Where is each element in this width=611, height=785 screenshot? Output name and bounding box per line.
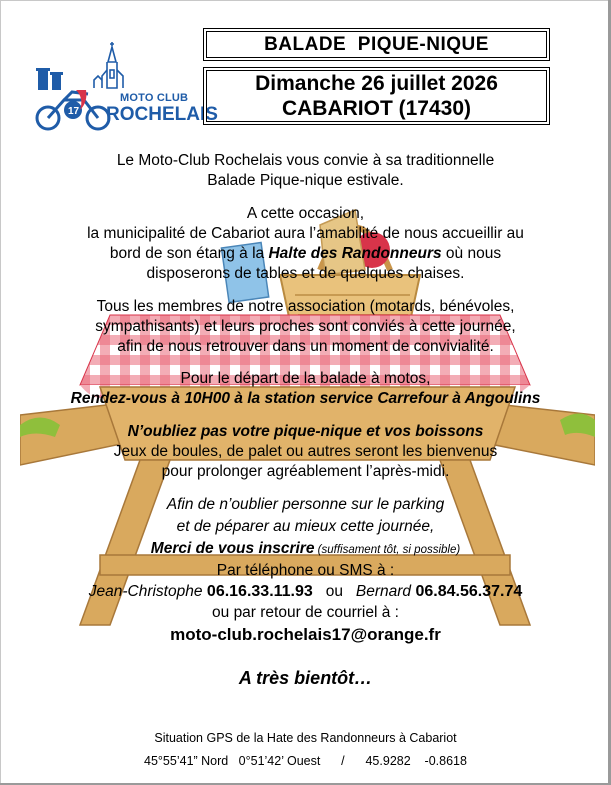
contact-separator: ou: [312, 583, 356, 600]
intro-line-2: Balade Pique-nique estivale.: [207, 172, 404, 189]
register-note: (suffisament tôt, si possible): [314, 544, 461, 556]
event-date-box: [203, 67, 550, 125]
members-line-2: sympathisants) et leurs proches sont conviés à cette journée,: [95, 318, 516, 335]
depart-line-1: Pour le départ de la balade à motos,: [180, 370, 431, 387]
logo-line-1: MOTO CLUB: [120, 92, 189, 104]
gps-coordinates: 45°55’41” Nord 0°51’42’ Ouest / 45.9282 -0.8618: [144, 754, 467, 768]
logo-line-2: ROCHELAIS: [106, 104, 218, 125]
contacts-line: [0, 583, 611, 601]
picnic-reminder: N’oubliez pas votre pique-nique et vos boissons: [127, 423, 484, 440]
event-title-box: [203, 28, 550, 61]
event-title: BALADE PIQUE-NIQUE: [264, 33, 489, 55]
occasion-line-3-end: où nous: [441, 245, 502, 262]
contact-1-name: Jean-Christophe: [88, 583, 203, 600]
contact-email-link[interactable]: moto-club.rochelais17@orange.fr: [170, 625, 441, 644]
parking-line-1: Afin de n’oublier personne sur le parking: [166, 496, 445, 513]
games-line-1: Jeux de boules, de palet ou autres seront les bienvenus: [113, 443, 498, 460]
occasion-line-3: [0, 245, 611, 263]
contact-1-phone: 06.16.33.11.93: [202, 583, 313, 600]
occasion-line-4: disposerons de tables et de quelques chaises.: [146, 265, 465, 282]
event-date: Dimanche 26 juillet 2026: [255, 72, 498, 95]
closing-line: A très bientôt…: [238, 668, 373, 688]
venue-name: Halte des Randonneurs: [268, 245, 442, 262]
phone-intro: Par téléphone ou SMS à :: [216, 562, 395, 579]
mail-intro: ou par retour de courriel à :: [212, 604, 399, 621]
meeting-point: Rendez-vous à 10H00 à la station service Carrefour à Angoulins: [70, 390, 541, 407]
parking-line-2: et de péparer au mieux cette journée,: [176, 518, 435, 535]
register-line: [0, 540, 611, 558]
contact-2-name: Bernard: [355, 583, 412, 600]
gps-title: Situation GPS de la Hate des Randonneurs à Cabariot: [154, 731, 457, 745]
contact-2-phone: 06.84.56.37.74: [411, 583, 523, 600]
event-place: CABARIOT (17430): [281, 97, 472, 120]
logo-badge-number: 17: [68, 106, 80, 117]
occasion-line-1: A cette occasion,: [246, 205, 365, 222]
occasion-line-3-start: bord de son étang à la: [109, 245, 269, 262]
members-line-1: Tous les membres de notre association (motards, bénévoles,: [96, 298, 515, 315]
occasion-line-2: la municipalité de Cabariot aura l’amabilité de nous accueillir au: [87, 225, 524, 242]
games-line-2: pour prolonger agréablement l’après-midi.: [161, 463, 450, 480]
intro-line-1: Le Moto-Club Rochelais vous convie à sa traditionnelle: [116, 152, 495, 169]
register-call: Merci de vous inscrire: [150, 540, 315, 557]
members-line-3: afin de nous retrouver dans un moment de convivialité.: [117, 338, 494, 355]
